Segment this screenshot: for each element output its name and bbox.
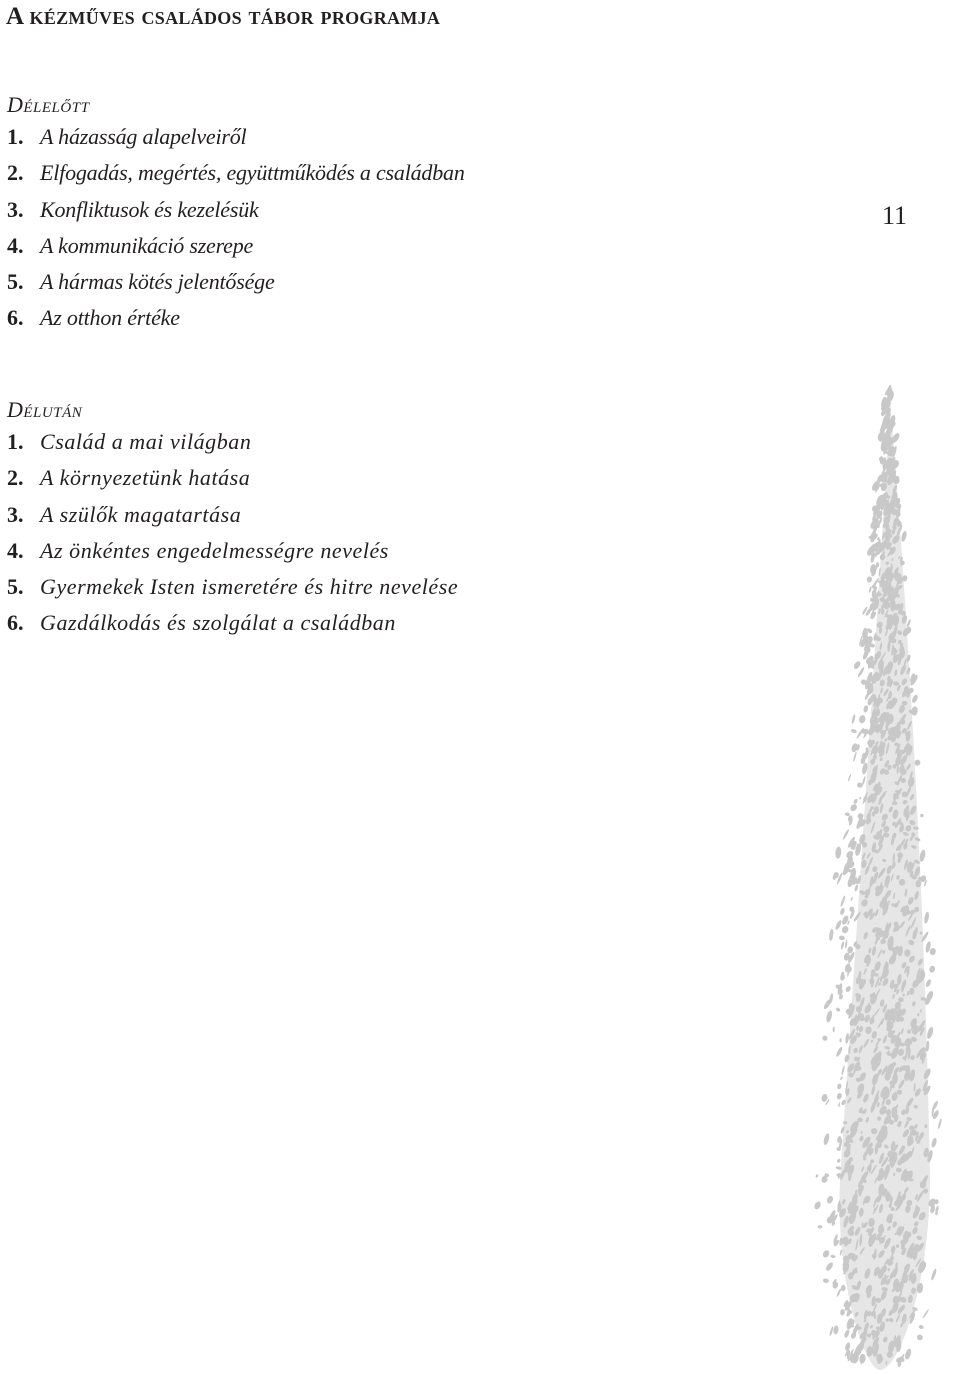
tree-mark [823, 998, 833, 1010]
item-text: A hármas kötés jelentősége [40, 269, 275, 295]
tree-mark [845, 1033, 850, 1044]
tree-mark [840, 1076, 844, 1080]
tree-mark [868, 586, 872, 593]
section-heading-afternoon: Délután [7, 397, 83, 422]
tree-texture [813, 384, 942, 1370]
page-number: 11 [882, 201, 908, 230]
tree-mark [823, 1133, 831, 1146]
tree-mark [854, 884, 859, 892]
tree-mark [840, 1309, 845, 1316]
tree-mark [842, 829, 850, 841]
tree-mark [845, 940, 848, 949]
tree-mark [840, 895, 846, 907]
tree-mark [906, 619, 911, 628]
tree-mark [845, 985, 852, 993]
item-number: 5. [7, 269, 24, 295]
tree-mark [825, 1010, 833, 1023]
tree-mark [834, 919, 842, 930]
tree-mark [916, 1334, 923, 1341]
tree-mark [922, 1309, 930, 1319]
tree-mark [823, 1278, 830, 1283]
list-item [7, 538, 458, 574]
tree-mark [829, 1326, 834, 1336]
tree-mark [857, 813, 864, 820]
list-item [7, 429, 458, 465]
tree-mark [930, 1268, 937, 1281]
list-item [7, 574, 458, 610]
tree-mark [815, 1174, 818, 1178]
tree-mark [835, 846, 842, 859]
tree-mark [849, 803, 858, 813]
item-number: 3. [7, 196, 24, 222]
tree-mark [843, 1329, 850, 1338]
item-number: 1. [7, 429, 24, 454]
tree-mark [845, 850, 855, 860]
tree-mark [911, 694, 919, 704]
tree-mark [847, 774, 851, 782]
tree-mark [821, 1035, 828, 1042]
item-text: Konfliktusok és kezelésük [40, 196, 259, 222]
tree-mark [935, 1205, 940, 1213]
tree-mark [832, 1027, 835, 1033]
tree-mark [841, 925, 850, 934]
list-item [7, 502, 458, 538]
tree-mark [817, 1225, 822, 1229]
item-text: A házasság alapelveiről [40, 124, 247, 149]
tree-mark [841, 1065, 846, 1075]
tree-mark [837, 1083, 843, 1090]
tree-mark [900, 530, 907, 542]
item-text: Az otthon értéke [40, 305, 180, 331]
list-item [7, 269, 465, 305]
tree-mark [866, 576, 873, 583]
tree-mark [931, 1137, 938, 1148]
list-item [7, 610, 458, 646]
tree-mark [937, 1118, 942, 1129]
tree-mark [859, 796, 862, 799]
tree-mark [858, 715, 866, 724]
tree-mark [839, 907, 845, 915]
tree-mark [822, 1249, 831, 1259]
item-text: A szülők magatartása [40, 501, 242, 527]
afternoon-program-list [7, 429, 458, 647]
tree-mark [835, 1046, 843, 1057]
tree-mark [839, 935, 845, 940]
cypress-tree-icon [780, 380, 960, 1374]
tree-mark [840, 1285, 846, 1292]
list-item [7, 197, 465, 233]
tree-mark [853, 751, 858, 762]
item-number: 4. [7, 232, 24, 258]
tree-mark [835, 1007, 841, 1012]
tree-mark [918, 1325, 924, 1330]
tree-mark [859, 1353, 866, 1363]
tree-mark [850, 897, 853, 901]
item-number: 2. [7, 160, 24, 186]
tree-mark [904, 1348, 913, 1360]
tree-mark [851, 729, 858, 734]
tree-mark [845, 812, 851, 816]
page-title: A kézműves családos tábor programja [6, 3, 441, 30]
item-number: 6. [7, 305, 24, 331]
list-item [7, 160, 465, 196]
tree-mark [851, 714, 856, 724]
tree-mark [844, 1342, 851, 1352]
section-heading-morning: Délelőtt [7, 92, 90, 117]
item-text: Család a mai világban [40, 429, 252, 454]
tree-mark [826, 1195, 834, 1205]
tree-mark [833, 1325, 839, 1335]
item-number: 2. [7, 465, 24, 491]
tree-mark [920, 813, 925, 818]
item-number: 4. [7, 537, 24, 563]
tree-mark [925, 979, 932, 988]
tree-mark [829, 929, 834, 941]
item-number: 3. [7, 501, 24, 527]
item-number: 1. [7, 124, 24, 149]
tree-mark [836, 1092, 843, 1100]
tree-mark [863, 705, 869, 713]
tree-mark [840, 941, 845, 950]
item-text: Gazdálkodás és szolgálat a családban [40, 610, 396, 636]
tree-mark [825, 1261, 835, 1272]
tree-mark [857, 667, 865, 678]
tree-mark [923, 911, 929, 924]
item-number: 5. [7, 574, 24, 600]
tree-mark [928, 965, 935, 973]
item-number: 6. [7, 610, 24, 636]
item-text: A kommunikáció szerepe [40, 232, 254, 258]
tree-mark [830, 1254, 836, 1258]
tree-mark [919, 849, 926, 862]
tree-mark [837, 1158, 841, 1163]
tree-mark [861, 776, 866, 786]
tree-mark [839, 1038, 842, 1042]
tree-mark [838, 1102, 840, 1107]
item-text: Az önkéntes engedelmességre nevelés [40, 537, 389, 563]
list-item [7, 465, 458, 501]
tree-mark [836, 1288, 842, 1297]
morning-program-list [7, 124, 465, 342]
item-text: Elfogadás, megértés, együttműködés a családban [40, 160, 465, 186]
item-text: Gyermekek Isten ismeretére és hitre nevelése [40, 574, 459, 600]
tree-mark [853, 660, 862, 670]
list-item [7, 124, 465, 160]
tree-mark [929, 947, 937, 956]
tree-mark [926, 1026, 934, 1040]
tree-mark [911, 706, 918, 716]
list-item [7, 305, 465, 341]
tree-mark [853, 798, 858, 804]
tree-mark [813, 1200, 822, 1210]
list-item [7, 233, 465, 269]
item-text: A környezetünk hatása [40, 465, 251, 491]
